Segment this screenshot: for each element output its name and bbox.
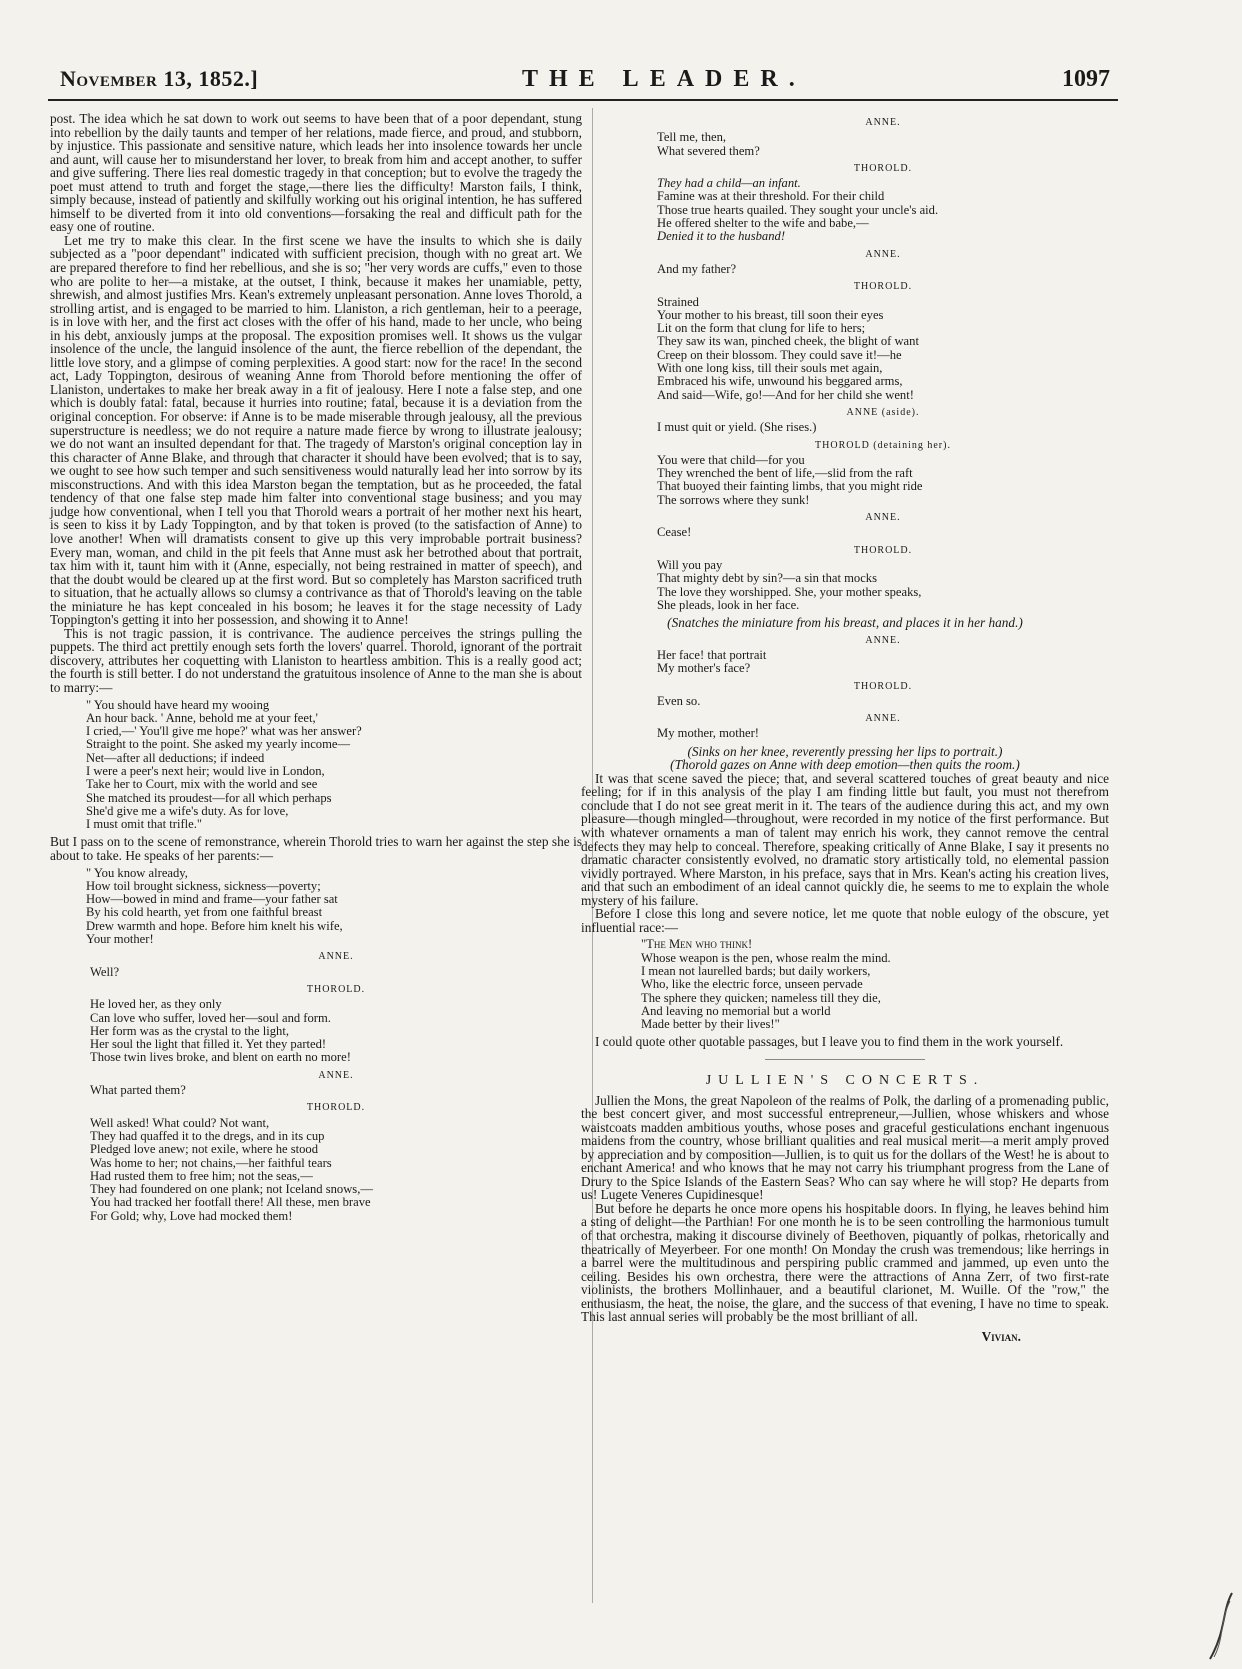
verse-line: Net—after all deductions; if indeed bbox=[86, 750, 265, 765]
verse-line: She'd give me a wife's duty. As for love, bbox=[86, 803, 289, 818]
verse-line: An hour back. ' Anne, behold me at your feet,' bbox=[86, 710, 318, 725]
author-signature: Vivian. bbox=[981, 1328, 1021, 1344]
verse-line: I were a peer's next heir; would live in London, bbox=[86, 764, 325, 778]
verse-line: She matched its proudest—for all which perhaps bbox=[86, 790, 332, 805]
dialogue-line: That mighty debt by sin?—a sin that mocks bbox=[657, 571, 878, 586]
page-number: 1097 bbox=[1062, 66, 1110, 92]
dialogue-line: They saw its wan, pinched cheek, the blight of want bbox=[657, 334, 919, 349]
article-paragraph: post. The idea which he sat down to work out seems to have been that of a poor dependant, stung into rebellion by the daily taunts and temper of her relations, made fierce, and proud, and stubborn, by injustice. This passionate and sensitive nature, which leads her into insolence towards her uncle and aunt, will cause her to misunderstand her lover, to break from him and accept another, to suffer and give suffering. There lies real domestic tragedy in that conception; but to evolve the tragedy the poet must attend to truth and forget the stage,—there lies the difficulty! Marston fails, I think, simply because, instead of patiently and skilfully working out his original intention, he has suffered himself to be diverted from it into old conventions—forsaking the real and difficult path for the easy one of routine. bbox=[50, 111, 582, 235]
speaker-name: THOROLD. bbox=[853, 680, 913, 692]
dialogue-line: Tell me, then, bbox=[657, 130, 727, 145]
dialogue-line: The sorrows where they sunk! bbox=[657, 492, 810, 507]
dialogue-line: Her face! that portrait bbox=[657, 647, 767, 662]
verse-line: I mean not laurelled bards; but daily workers, bbox=[641, 963, 871, 978]
left-column bbox=[50, 112, 582, 1227]
dialogue-block bbox=[657, 116, 1109, 612]
dialogue-line: They had a child—an infant. bbox=[657, 176, 801, 191]
verse-line: Straight to the point. She asked my yearly income— bbox=[86, 737, 351, 752]
dialogue-line: Well? bbox=[90, 964, 120, 979]
dialogue-line: Will you pay bbox=[657, 557, 723, 572]
stage-direction: (Snatches the miniature from his breast, and places it in her hand.) bbox=[667, 615, 1023, 631]
article-paragraph: I could quote other quotable passages, but I leave you to find them in the work yourself. bbox=[595, 1034, 1064, 1050]
speaker-name: THOROLD (detaining her). bbox=[815, 439, 951, 451]
dialogue-line: He offered shelter to the wife and babe,— bbox=[657, 216, 869, 231]
dialogue-line: Had rusted them to free him; not the seas,— bbox=[90, 1168, 313, 1183]
speaker-name: ANNE (aside). bbox=[846, 406, 920, 418]
dialogue-line: Denied it to the husband! bbox=[657, 229, 786, 244]
article-paragraph: But before he departs he once more opens his hospitable doors. In flying, he leaves behind him a sting of delight—the Parthian! For one month he is to be seen controlling the harmonious tumult of that orchestra, making it discourse divinely of Beethoven, piquantly of polkas, rhetorically and theatrically of Meyerbeer. For one month! On Monday the crush was tremendous; like herrings in a barrel were the multitudinous and perspiring public crammed and jammed, up even unto the ceiling. Besides his own orchestra, there were the attractions of Anna Zerr, of two first-rate violinists, the brothers Mollinhauer, and a beautiful clarionet, M. Wuille. Of the "row," the enthusiasm, the heat, the noise, the glare, and the success of that evening, I have no time to speak. This last annual series will probably be the most brilliant of all. bbox=[581, 1200, 1109, 1325]
dialogue-line: Well asked! What could? Not want, bbox=[90, 1115, 270, 1130]
verse-quote-men-who-think bbox=[641, 938, 1109, 1031]
verse-line: Take her to Court, mix with the world and see bbox=[86, 777, 318, 792]
verse-line: " You know already, bbox=[86, 865, 188, 880]
dialogue-line: Those twin lives broke, and blent on earth no more! bbox=[90, 1050, 351, 1065]
verse-line: And leaving no memorial but a world bbox=[641, 1003, 831, 1018]
verse-line: How—bowed in mind and frame—your father sat bbox=[86, 892, 338, 907]
speaker-name: THOROLD. bbox=[306, 1102, 366, 1114]
verse-quote-wooing bbox=[86, 699, 582, 832]
speaker-name: ANNE. bbox=[865, 117, 901, 128]
article-paragraph: Before I close this long and severe notice, let me quote that noble eulogy of the obscure, yet influential race:— bbox=[581, 906, 1109, 935]
page-edge-mark bbox=[1204, 1591, 1234, 1661]
masthead-title: THE LEADER. bbox=[522, 66, 806, 92]
dialogue-line: Embraced his wife, unwound his beggared arms, bbox=[657, 374, 903, 389]
verse-line: Drew warmth and hope. Before him knelt his wife, bbox=[86, 918, 343, 933]
section-divider bbox=[765, 1059, 925, 1060]
article-paragraph: Jullien the Mons, the great Napoleon of the realms of Polk, the darling of a promenading public, the best concert giver, and most successful entrepreneur,—Jullien, whose whiskers and whose waistcoats madden ambitious youths, whose poses and graceful gesticulations enchant ingenuous maidens from the country, whose brilliant qualities and real musical merit—a merit amply proved by appreciation and by composition—Jullien, is to quit us for the dollars of the West! he is about to enchant America! and who knows that he may not carry his triumphant progress from the Lane of Drury to the Spice Islands of the Eastern Seas? Who can say where he will stop? He departs from us! Lugete Veneres Cupidinesque! bbox=[581, 1092, 1109, 1203]
dialogue-line: Creep on their blossom. They could save it!—he bbox=[657, 347, 902, 362]
dialogue-line: He loved her, as they only bbox=[90, 997, 222, 1012]
verse-line: By his cold hearth, yet from one faithful breast bbox=[86, 905, 323, 920]
dialogue-line: Even so. bbox=[657, 693, 701, 708]
dialogue-line: With one long kiss, till their souls met again, bbox=[657, 361, 883, 376]
dialogue-line: They wrenched the bent of life,—slid from the raft bbox=[657, 466, 913, 481]
dialogue-line: That buoyed their fainting limbs, that you might ride bbox=[657, 479, 923, 494]
article-paragraph: This is not tragic passion, it is contrivance. The audience perceives the strings pulling the puppets. The third act prettily enough sets forth the lovers' quarrel. Thorold, ignorant of the portrait discovery, attributes her coquetting with Llaniston to heartless ambition. This is a really good act; the fourth is still better. I do not understand the gratuitous insolence of Anne to the man she is about to marry:— bbox=[50, 625, 582, 695]
dialogue-line: Strained bbox=[657, 294, 699, 309]
dialogue-line: And said—Wife, go!—And for her child she went! bbox=[657, 387, 914, 402]
speaker-name: ANNE. bbox=[865, 248, 901, 260]
dialogue-line: She pleads, look in her face. bbox=[657, 597, 800, 612]
verse-line: Made better by their lives!" bbox=[641, 1017, 780, 1032]
dialogue-line: Your mother to his breast, till soon their eyes bbox=[657, 307, 884, 322]
dialogue-line: And my father? bbox=[657, 261, 737, 276]
dialogue-line: Was home to her; not chains,—her faithful tears bbox=[90, 1155, 332, 1170]
verse-line: Your mother! bbox=[86, 932, 154, 947]
verse-quote-parents bbox=[86, 867, 582, 947]
dialogue-line: Her soul the light that filled it. Yet they parted! bbox=[90, 1037, 327, 1052]
dialogue-line: For Gold; why, Love had mocked them! bbox=[90, 1208, 293, 1223]
dialogue-line: I must quit or yield. (She rises.) bbox=[657, 420, 817, 435]
verse-line: I cried,—' You'll give me hope?' what was her answer? bbox=[86, 724, 362, 739]
right-column bbox=[581, 112, 1109, 1343]
dialogue-line: You had tracked her footfall there! All these, men brave bbox=[90, 1195, 371, 1210]
dialogue-line: The love they worshipped. She, your mother speaks, bbox=[657, 584, 922, 599]
speaker-name: THOROLD. bbox=[853, 544, 913, 556]
dialogue-line: What severed them? bbox=[657, 143, 760, 158]
verse-line: The sphere they quicken; nameless till they die, bbox=[641, 990, 881, 1005]
dialogue-line: What parted them? bbox=[90, 1083, 186, 1098]
verse-line: How toil brought sickness, sickness—poverty; bbox=[86, 878, 321, 893]
article-paragraph: It was that scene saved the piece; that, and several scattered touches of great beauty and nice feeling; for if in this analysis of the play I am finding little but fault, you must not therefrom conclude that I do not see great merit in it. The tears of the audience during this act, and my own pleasure—though mingled—throughout, were recorded in my notice of the first performance. But with whatever ornaments a man of talent may enrich his work, they cannot remove the central defects they may help to conceal. Therefore, speaking critically of Anne Blake, I say it presents no dramatic character consistently evolved, no dramatic story artistically told, no elemental passion vividly portrayed. Where Marston, in his preface, says that in Mrs. Kean's acting his creation lives, and that such an embodiment of an ideal cannot quickly die, he seems to me to explain the whole mystery of his failure. bbox=[581, 770, 1109, 908]
dialogue-line: Her form was as the crystal to the light, bbox=[90, 1023, 289, 1038]
dialogue-block bbox=[90, 950, 582, 1223]
verse-line: I must omit that trifle." bbox=[86, 817, 203, 832]
stage-direction: (Thorold gazes on Anne with deep emotion—then quits the room.) bbox=[670, 757, 1020, 773]
article-paragraph: Let me try to make this clear. In the first scene we have the insults to which she is daily subjected as a "poor dependant" indicated with sufficient precision, though with no great art. We are prepared therefore to find her rebellious, and she is so; "her very words are cuffs," even to those who are polite to her—a mistake, at the outset, I think, because it makes her unamiable, petty, shrewish, and almost justifies Mrs. Kean's extremely unpleasant personation. Anne loves Thorold, a strolling artist, and is engaged to be married to him. Llaniston, a rich gentleman, heir to a peerage, is in love with her, and the first act closes with the offer of his hand, made to her uncle, who being in his debt, anxiously jumps at the proposal. The exposition promises well. It shows us the vulgar insolence of the uncle, the languid insolence of the aunt, the fierce rebellion of the dependant, the little love story, and a glimpse of coming perplexities. A good start: now for the race! In the second act, Lady Toppington, desirous of weaning Anne from Thorold before mentioning the offer of Llaniston, undertakes to make her break away in a fit of jealousy. Here I note a false step, and one which is doubly fatal: fatal, because it hurries into routine; fatal, because it is a deviation from the original conception. For observe: if Anne is to be made miserable through jealousy, all the previous superstructure is needless; we do not require a nature made fierce by wrong to illustrate jealousy; we do not want an insulted dependant for that. The tragedy of Marston's original conception lay in this character of Anne Blake, and through that character it should have been evolved; that is to say, we ought to see how such temper and such sensitiveness would naturally lead her into sorrow by its misconstructions. And with this idea Marston began the temptation, but as he proceeded, the fatal tendency of that one false step made him falter into conventional stage business; and you may judge how conventional, when I tell you that Thorold wears a portrait of her mother next his heart, is seen to kiss it by Lady Toppington, and by that token is proved (to the satisfaction of Anne) to love another! When will dramatists consent to give up this very improbable portrait business? Every man, woman, and child in the pit feels that Anne must ask her betrothed about that portrait, tax him with it, taunt him with it (Anne, especially, not being restrained in matter of speech), and that the doubt would be cleared up at the first word. But so completely has Marston sacrificed truth to situation, that he actually allows so clumsy a contrivance as that of Thorold's leaving on the table the miniature he has kept concealed in his bosom; he leaves it for the stage necessity of Lady Toppington's getting it into her possession, and showing it to Anne! bbox=[50, 232, 582, 628]
speaker-name: THOROLD. bbox=[306, 983, 366, 995]
verse-line: " You should have heard my wooing bbox=[86, 697, 270, 712]
dialogue-line: You were that child—for you bbox=[657, 452, 805, 467]
speaker-name: ANNE. bbox=[318, 951, 354, 963]
verse-line: Who, like the electric force, unseen pervade bbox=[641, 977, 863, 992]
verse-line: Whose weapon is the pen, whose realm the mind. bbox=[641, 950, 891, 965]
speaker-name: THOROLD. bbox=[853, 281, 913, 293]
dialogue-block bbox=[657, 634, 1109, 741]
dialogue-line: My mother's face? bbox=[657, 661, 751, 676]
speaker-name: ANNE. bbox=[318, 1069, 354, 1081]
dialogue-line: Pledged love anew; not exile, where he stood bbox=[90, 1142, 319, 1157]
header-rule bbox=[48, 99, 1118, 101]
dialogue-line: Lit on the form that clung for life to hers; bbox=[657, 321, 866, 336]
dialogue-line: Those true hearts quailed. They sought your uncle's aid. bbox=[657, 202, 939, 217]
dialogue-line: They had foundered on one plank; not Iceland snows,— bbox=[90, 1182, 373, 1197]
dialogue-line: Famine was at their threshold. For their child bbox=[657, 189, 885, 204]
quote-title: "The Men who think! bbox=[641, 937, 753, 952]
dialogue-line: My mother, mother! bbox=[657, 726, 759, 741]
speaker-name: ANNE. bbox=[865, 634, 901, 646]
stage-direction: (Sinks on her knee, reverently pressing her lips to portrait.) bbox=[687, 743, 1003, 759]
issue-date: November 13, 1852.] bbox=[60, 66, 259, 91]
speaker-name: THOROLD. bbox=[853, 162, 913, 174]
article-paragraph: But I pass on to the scene of remonstrance, wherein Thorold tries to warn her against the step she is about to take. He speaks of her parents:— bbox=[50, 834, 582, 864]
speaker-name: ANNE. bbox=[865, 512, 901, 524]
dialogue-line: They had quaffed it to the dregs, and in its cup bbox=[90, 1128, 325, 1143]
page-header bbox=[60, 66, 1110, 102]
section-title: JULLIEN'S CONCERTS. bbox=[705, 1073, 985, 1088]
dialogue-line: Cease! bbox=[657, 525, 692, 540]
dialogue-line: Can love who suffer, loved her—soul and form. bbox=[90, 1010, 331, 1025]
speaker-name: ANNE. bbox=[865, 713, 901, 725]
